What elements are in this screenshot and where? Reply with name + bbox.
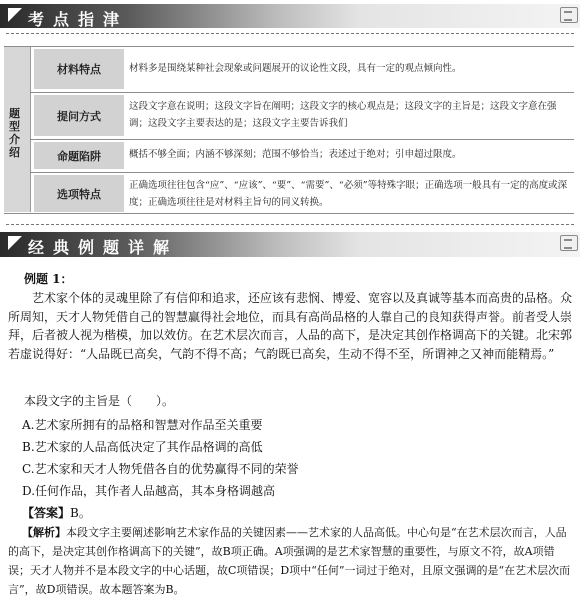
- dashed-divider: [6, 33, 574, 34]
- row-label: 命题陷阱: [34, 142, 124, 169]
- option-c: C.艺术家和天才人物凭借各自的优势赢得不同的荣誉: [22, 462, 299, 476]
- option-b: B.艺术家的人品高低决定了其作品格调的高低: [22, 440, 263, 454]
- row-label: 选项特点: [34, 175, 124, 212]
- example-passage: 艺术家个体的灵魂里除了有信仰和追求，还应该有悲悯、博爱、宽容以及真诚等基本而高贵的品格。众所周知，天才人物凭借自己的智慧赢得社会地位，而具有高尚品格的人靠自己的良知获得声誉。前者受人崇拜，后者被人视为楷模，加以效仿。在艺术层次而言，人品的高下，是决定其创作格调高下的关键。北宋郭若虚说得好：“人品既已高矣，气韵不得不高；气韵既已高矣，生动不得不至，所谓神之又神而能精焉。”: [8, 291, 573, 361]
- option-d: D.任何作品，其作者人品越高，其本身格调越高: [22, 484, 276, 498]
- row-text: 概括不够全面；内涵不够深刻；范围不够恰当；表述过于绝对；引申超过限度。: [129, 149, 462, 160]
- table-rule: [4, 213, 574, 214]
- question-text: 本段文字的主旨是（ ）。: [24, 394, 175, 408]
- table-side-label: 题型介绍: [4, 47, 31, 212]
- answer-line: [22, 504, 91, 521]
- row-label: 提问方式: [34, 95, 124, 136]
- table-rule: [4, 46, 574, 47]
- section-title: 经典例题详解: [28, 238, 179, 257]
- dashed-divider: [6, 224, 574, 225]
- row-text: 材料多是围绕某种社会现象或问题展开的议论性文段，具有一定的观点倾向性。: [129, 63, 462, 74]
- option-a: A.艺术家所拥有的品格和智慧对作品至关重要: [22, 418, 263, 432]
- table-rule: [30, 92, 574, 93]
- answer-value: B。: [70, 506, 91, 520]
- row-text: 正确选项往往包含“应”、“应该”、“要”、“需要”、“必须”等特殊字眼；正确选项一般具有一定的高度或深度；正确选项往往是对材料主旨句的同义转换。: [129, 180, 568, 208]
- row-text: 这段文字意在说明；这段文字旨在阐明；这段文字的核心观点是；这段文字的主旨是；这段文字意在强调；这段文字主要表达的是；这段文字主要告诉我们: [129, 101, 557, 129]
- book-icon: [560, 235, 578, 251]
- section-header-bar: [0, 232, 580, 257]
- section-header-bar: [0, 4, 580, 28]
- table-rule: [30, 172, 574, 173]
- row-label: 材料特点: [34, 49, 124, 89]
- table-rule: [30, 139, 574, 140]
- book-icon: [560, 7, 578, 23]
- answer-label: 【答案】: [22, 506, 71, 520]
- triangle-marker-icon: [8, 8, 22, 22]
- analysis-label: 【解析】: [22, 526, 66, 539]
- example-heading: 例题 1：: [24, 272, 73, 286]
- analysis-paragraph: [8, 523, 574, 599]
- section-title: 考点指津: [28, 10, 129, 29]
- analysis-text: 本段文字主要阐述影响艺术家作品的关键因素——艺术家的人品高低。中心句是“在艺术层次而言，人品的高下，是决定其创作格调高下的关键”，故B项正确。A项强调的是艺术家智慧的重要性，与原文不符，故A项错误；天才人物并不是本段文字的中心话题，故C项错误；D项中“任何”一词过于绝对，且原文强调的是“在艺术层次而言”，故D项错误。故本题答案为B。: [8, 526, 571, 596]
- triangle-marker-icon: [8, 236, 22, 250]
